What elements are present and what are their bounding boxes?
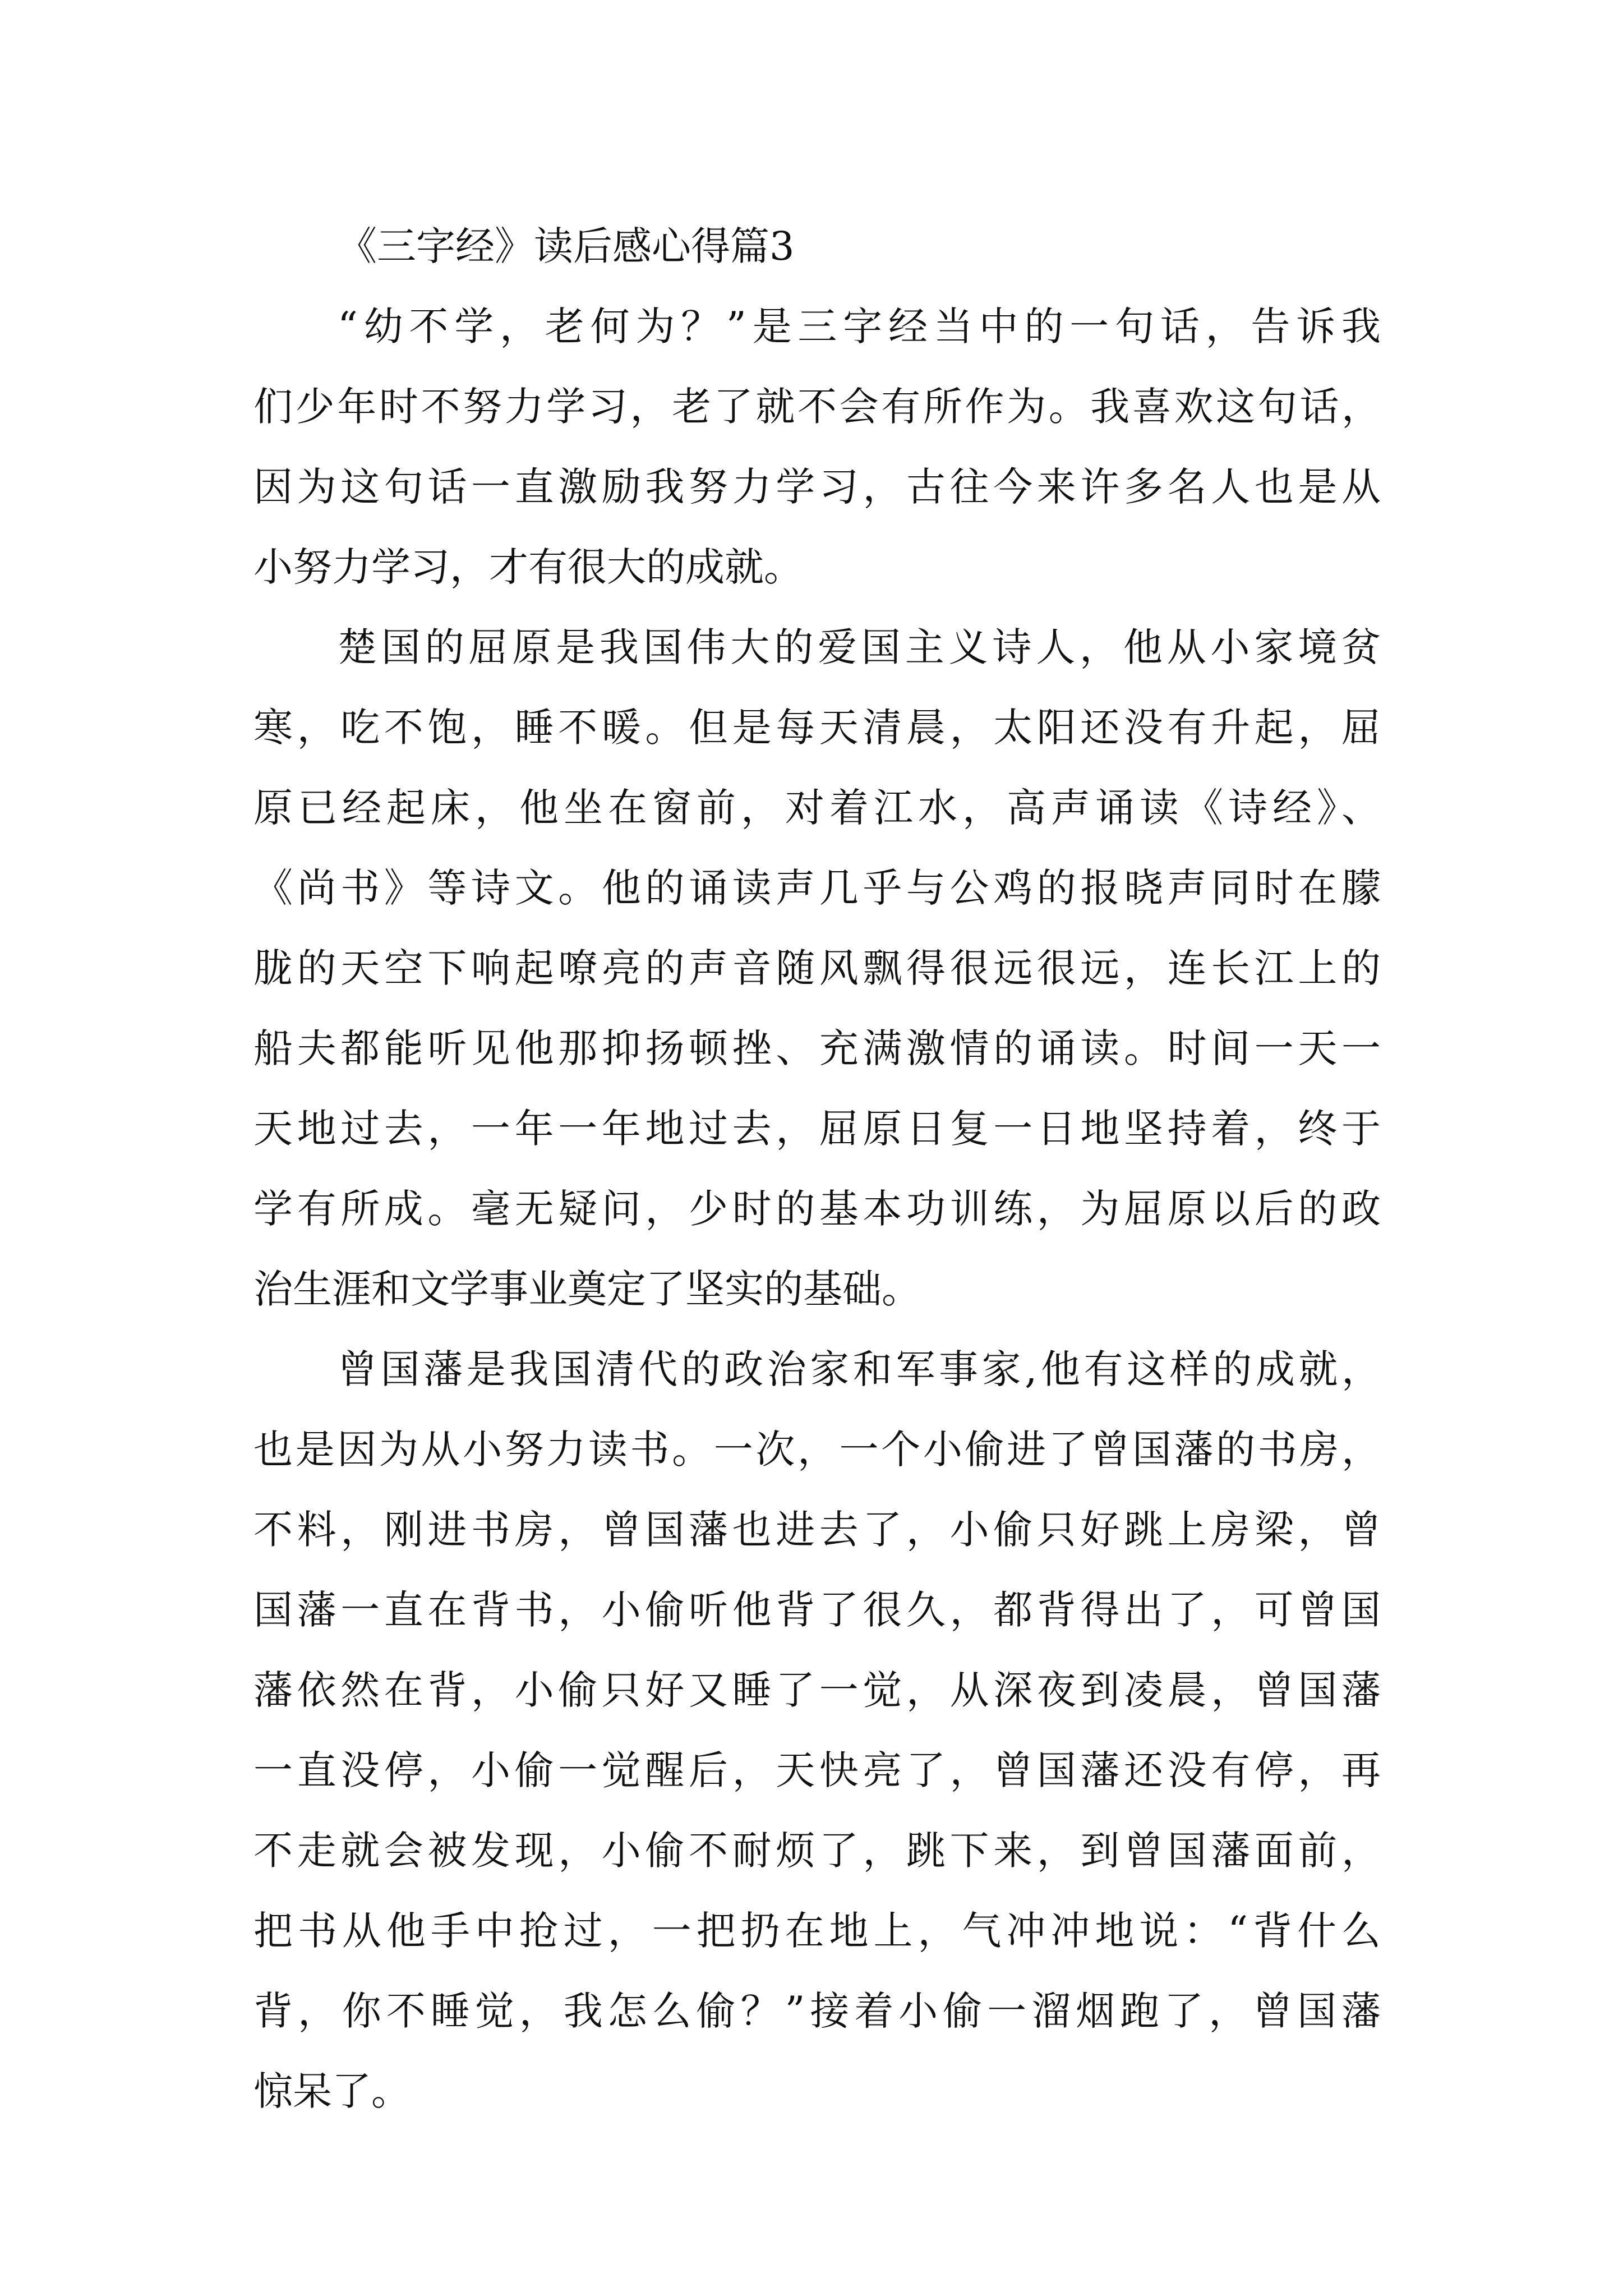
document-body (253, 206, 1381, 2132)
paragraph-line: 惊呆了。 (253, 2068, 411, 2114)
paragraph-line: 因为这句话一直激励我努力学习，古往今来许多名人也是从 (253, 464, 1381, 510)
paragraph-2 (253, 608, 1381, 1329)
paragraph-line: 们少年时不努力学习，老了就不会有所作为。我喜欢这句话， (253, 384, 1381, 430)
paragraph-line: 小努力学习，才有很大的成就。 (253, 544, 803, 590)
paragraph-line: 治生涯和文学事业奠定了坚实的基础。 (253, 1266, 921, 1312)
paragraph-line: 船夫都能听见他那抑扬顿挫、充满激情的诵读。时间一天一 (253, 1025, 1381, 1071)
paragraph-3 (253, 1329, 1381, 2132)
paragraph-line: 把书从他手中抢过，一把扔在地上，气冲冲地说：“背什么 (253, 1908, 1381, 1954)
paragraph-line: 国藩一直在背书，小偷听他背了很久，都背得出了，可曾国 (253, 1587, 1381, 1633)
paragraph-line: 藩依然在背，小偷只好又睡了一觉，从深夜到凌晨，曾国藩 (253, 1667, 1381, 1713)
paragraph-line: 学有所成。毫无疑问，少时的基本功训练，为屈原以后的政 (253, 1186, 1381, 1232)
paragraph-line: 楚国的屈原是我国伟大的爱国主义诗人，他从小家境贫 (338, 624, 1381, 670)
paragraph-line: “幼不学，老何为？”是三字经当中的一句话，告诉我 (338, 303, 1381, 349)
paragraph-1 (253, 287, 1381, 608)
paragraph-line: 原已经起床，他坐在窗前，对着江水，高声诵读《诗经》、 (253, 785, 1381, 831)
paragraph-line: 《尚书》等诗文。他的诵读声几乎与公鸡的报晓声同时在朦 (253, 865, 1381, 911)
paragraph-line: 背，你不睡觉，我怎么偷？”接着小偷一溜烟跑了，曾国藩 (253, 1988, 1381, 2034)
document-title: 《三字经》读后感心得篇3 (338, 223, 795, 269)
paragraph-line: 一直没停，小偷一觉醒后，天快亮了，曾国藩还没有停，再 (253, 1747, 1381, 1793)
paragraph-line: 不料，刚进书房，曾国藩也进去了，小偷只好跳上房梁，曾 (253, 1507, 1381, 1553)
paragraph-line: 胧的天空下响起嘹亮的声音随风飘得很远很远，连长江上的 (253, 945, 1381, 991)
paragraph-line: 也是因为从小努力读书。一次，一个小偷进了曾国藩的书房， (253, 1427, 1381, 1473)
paragraph-line: 天地过去，一年一年地过去，屈原日复一日地坚持着，终于 (253, 1106, 1381, 1152)
paragraph-line: 不走就会被发现，小偷不耐烦了，跳下来，到曾国藩面前， (253, 1828, 1381, 1874)
paragraph-line: 曾国藩是我国清代的政治家和军事家,他有这样的成就， (338, 1346, 1381, 1392)
paragraph-line: 寒，吃不饱，睡不暖。但是每天清晨，太阳还没有升起，屈 (253, 705, 1381, 751)
